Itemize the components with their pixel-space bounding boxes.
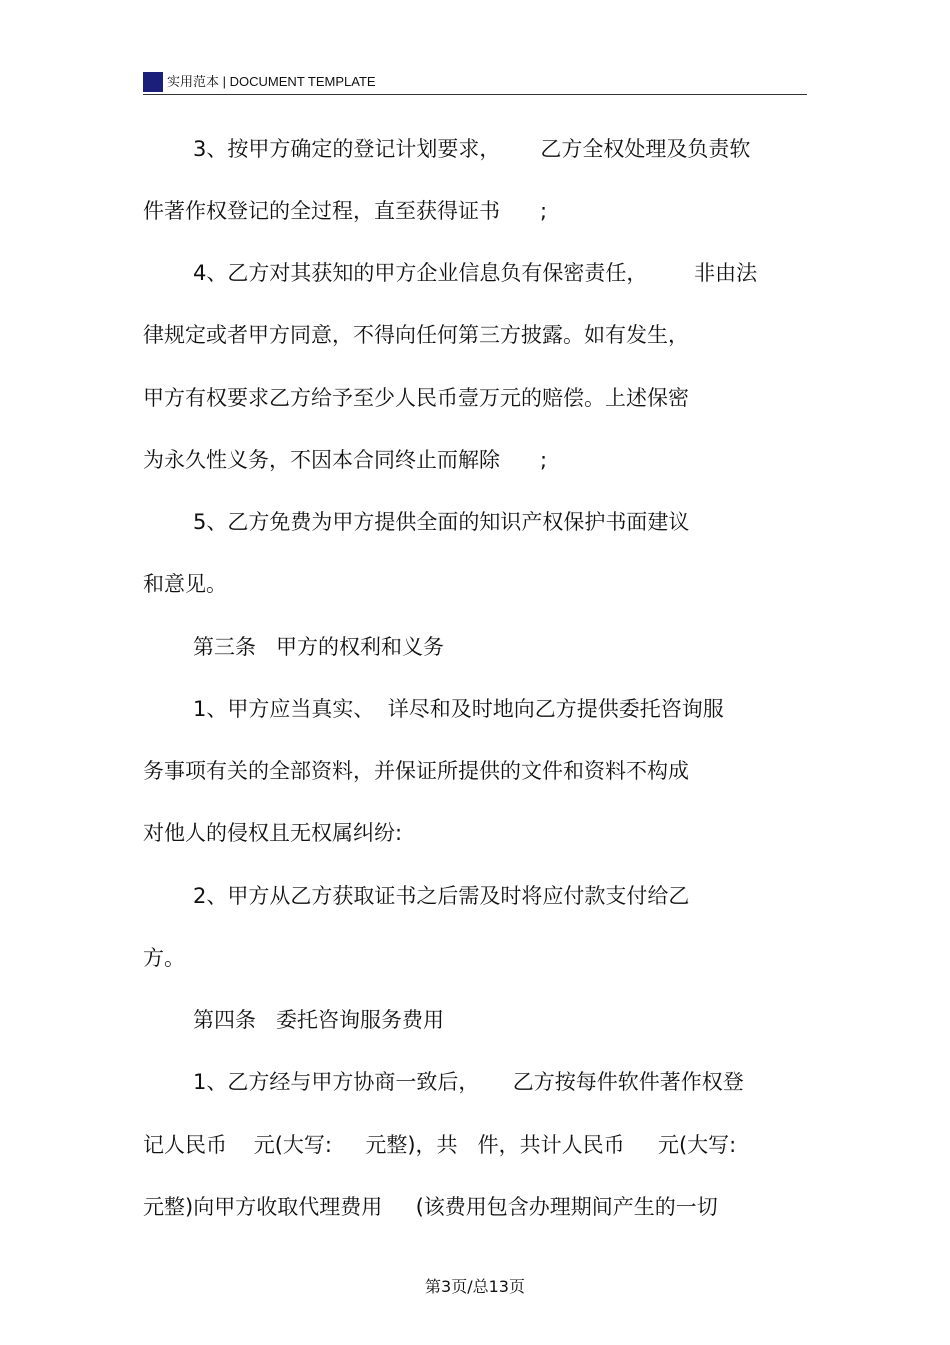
section-heading: 第三条 甲方的权利和义务 — [193, 635, 445, 659]
body-line: 对他人的侵权且无权属纠纷: — [143, 821, 403, 845]
body-line: 1、乙方经与甲方协商一致后， 乙方按每件软件著作权登 — [193, 1070, 744, 1094]
body-line: 5、乙方免费为甲方提供全面的知识产权保护书面建议 — [193, 510, 690, 534]
header-title: 实用范本 — [167, 74, 220, 89]
body-line: 律规定或者甲方同意，不得向任何第三方披露。如有发生， — [143, 323, 689, 347]
header-text — [167, 71, 376, 90]
page-number: 第3页/总13页 — [425, 1277, 525, 1296]
body-line: 方。 — [143, 946, 185, 970]
logo-icon — [143, 72, 163, 92]
body-line: 元整)向甲方收取代理费用 (该费用包含办理期间产生的一切 — [143, 1195, 718, 1219]
body-line: 1、甲方应当真实、 详尽和及时地向乙方提供委托咨询服 — [193, 697, 724, 721]
page-header — [143, 68, 807, 95]
body-line: 为永久性义务，不因本合同终止而解除 ; — [143, 448, 548, 472]
body-line: 3、按甲方确定的登记计划要求， 乙方全权处理及负责软 — [193, 137, 751, 161]
header-separator: | — [222, 74, 227, 89]
body-line: 和意见。 — [143, 572, 227, 596]
body-line: 记人民币 元(大写: 元整)，共 件，共计人民币 元(大写: — [143, 1133, 737, 1157]
header-subtitle: DOCUMENT TEMPLATE — [229, 74, 376, 89]
section-heading: 第四条 委托咨询服务费用 — [193, 1008, 445, 1032]
body-line: 2、甲方从乙方获取证书之后需及时将应付款支付给乙 — [193, 884, 690, 908]
body-line: 务事项有关的全部资料，并保证所提供的文件和资料不构成 — [143, 759, 689, 783]
body-line: 4、乙方对其获知的甲方企业信息负有保密责任， 非由法 — [193, 261, 758, 285]
body-line: 甲方有权要求乙方给予至少人民币壹万元的赔偿。上述保密 — [143, 386, 689, 410]
body-line: 件著作权登记的全过程，直至获得证书 ; — [143, 199, 548, 223]
